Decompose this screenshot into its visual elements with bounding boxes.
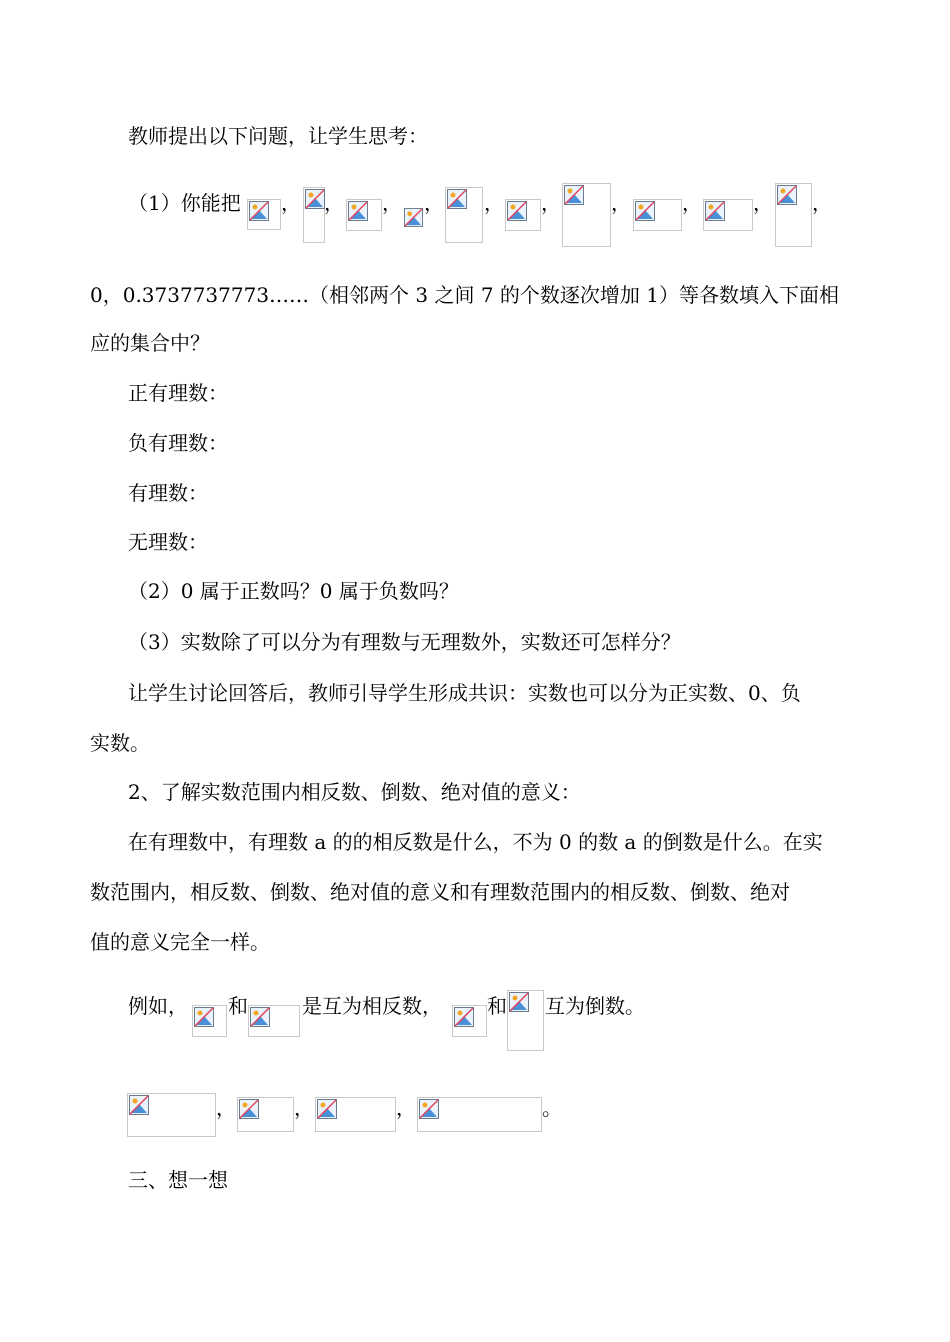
formula-image [303, 187, 325, 243]
formula-image [562, 183, 611, 247]
broken-image-icon [239, 1099, 259, 1119]
comma: ， [753, 191, 773, 215]
formula-image [445, 187, 483, 243]
paragraph-line-1: 在有理数中，有理数 a 的的相反数是什么，不为 0 的数 a 的倒数是什么。在实 [128, 830, 823, 854]
and-text: 和 [228, 994, 248, 1018]
example-prefix: 例如， [128, 994, 188, 1018]
question-1-line-2: 0，0.3737737773……（相邻两个 3 之间 7 的个数逐次增加 1）等各数填入下面相 [90, 283, 840, 307]
positive-rational-label: 正有理数： [128, 381, 228, 405]
question-1-line-3: 应的集合中？ [90, 331, 210, 355]
comma: ， [611, 191, 631, 215]
formula-image [315, 1097, 396, 1132]
formula-image [703, 199, 753, 231]
broken-image-icon [564, 185, 584, 205]
broken-image-icon [305, 189, 325, 209]
intro-text: 教师提出以下问题，让学生思考： [128, 124, 428, 148]
section-2-title: 2、了解实数范围内相反数、倒数、绝对值的意义： [128, 780, 581, 804]
formula-image [346, 199, 382, 231]
question-1-prefix: （1）你能把 [128, 191, 241, 215]
broken-image-icon [250, 1007, 270, 1027]
broken-image-icon [777, 185, 797, 205]
discussion-line-1: 让学生讨论回答后，教师引导学生形成共识：实数也可以分为正实数、0、负 [128, 681, 801, 705]
formula-image [452, 1005, 487, 1037]
formula-image [192, 1005, 227, 1037]
comma: ， [382, 191, 402, 215]
formula-image [775, 183, 812, 247]
formula-image [247, 199, 281, 230]
comma: ， [216, 1096, 236, 1120]
broken-image-icon [194, 1007, 214, 1027]
negative-rational-label: 负有理数： [128, 431, 228, 455]
question-3: （3）实数除了可以分为有理数与无理数外，实数还可怎样分？ [128, 630, 681, 654]
reciprocal-text: 互为倒数。 [545, 994, 645, 1018]
formula-image [417, 1097, 542, 1132]
broken-image-icon [129, 1095, 149, 1115]
comma: ， [424, 191, 444, 215]
formula-image [633, 199, 682, 231]
comma: ， [484, 191, 504, 215]
and-text: 和 [487, 994, 507, 1018]
formula-image [505, 199, 541, 231]
broken-image-icon [507, 201, 527, 221]
broken-image-icon [317, 1099, 337, 1119]
question-2: （2）0 属于正数吗？0 属于负数吗？ [128, 579, 459, 603]
period: 。 [542, 1096, 562, 1120]
broken-image-icon [705, 201, 725, 221]
comma: ， [682, 191, 702, 215]
section-3-title: 三、想一想 [128, 1168, 228, 1192]
paragraph-line-3: 值的意义完全一样。 [90, 930, 270, 954]
broken-image-icon [447, 189, 467, 209]
broken-image-icon [454, 1007, 474, 1027]
broken-image-icon [348, 201, 368, 221]
rational-label: 有理数： [128, 481, 208, 505]
opposite-text: 是互为相反数， [302, 994, 442, 1018]
comma: ， [812, 191, 832, 215]
discussion-line-2: 实数。 [90, 731, 150, 755]
formula-image [237, 1097, 294, 1132]
formula-image [248, 1005, 300, 1037]
comma: ， [294, 1096, 314, 1120]
formula-image [404, 208, 425, 227]
formula-image [507, 990, 544, 1051]
comma: ， [396, 1096, 416, 1120]
broken-image-icon [419, 1099, 439, 1119]
broken-image-icon [404, 208, 423, 227]
comma: ， [281, 191, 301, 215]
comma: ， [541, 191, 561, 215]
paragraph-line-2: 数范围内，相反数、倒数、绝对值的意义和有理数范围内的相反数、倒数、绝对 [90, 880, 790, 904]
formula-image [127, 1093, 216, 1137]
comma: ， [324, 191, 344, 215]
irrational-label: 无理数： [128, 530, 208, 554]
broken-image-icon [509, 992, 529, 1012]
broken-image-icon [635, 201, 655, 221]
broken-image-icon [249, 201, 269, 221]
